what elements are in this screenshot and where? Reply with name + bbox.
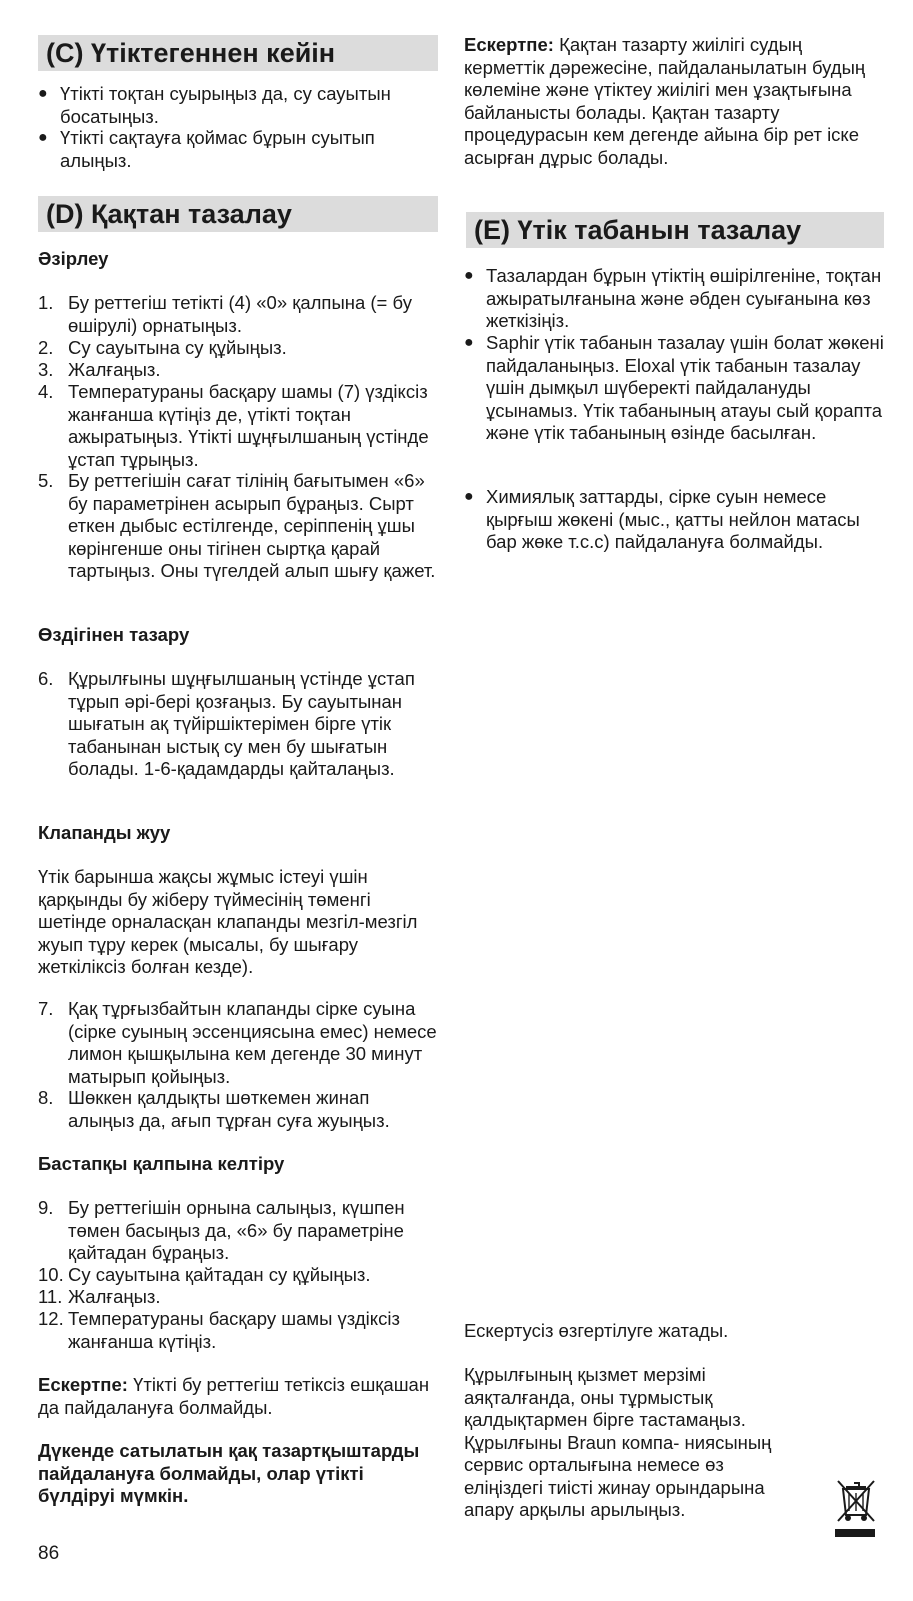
step-item: 7. Қақ тұрғызбайтын клапанды сірке суына (сірке суының эссенциясына емес) немесе лимон қышқылына кем дегенде 30 минут матырып қойыңыз.: [38, 998, 437, 1087]
section-e-title: (E) Үтік табанын тазалау: [466, 212, 884, 248]
step-item: 3. Жалғаңыз.: [38, 359, 161, 380]
warning-paragraph: Дүкенде сатылатын қақ тазартқыштарды пайдалануға болмайды, олар үтікті бүлдіруі мүмкін.: [38, 1440, 420, 1506]
bullet-icon: ●: [464, 267, 474, 284]
step-item: 10. Су сауытына қайтадан су құйыңыз.: [38, 1264, 371, 1285]
disposal-text: Құрылғының қызмет мерзімі аяқталғанда, оны тұрмыстық қалдықтармен бірге тастамаңыз. Құрылғыны Braun компа- ниясының сервис орталығына немесе өз еліңіздегі тиісті жинау орындарына апару арқылы арылыңыз.: [464, 1364, 772, 1520]
valve-paragraph: Үтік барынша жақсы жұмыс істеуі үшін қарқынды бу жіберу түймесінің төменгі шетінде орналасқан клапанды мезгіл-мезгіл жуып тұру керек (мысалы, бу шығару жеткіліксіз болған кезде).: [38, 866, 418, 977]
crossed-out-wheelie-bin-icon: [832, 1475, 878, 1539]
prep-heading: Әзірлеу: [38, 248, 109, 269]
step-item: 8. Шөккен қалдықты шөткемен жинап алыңыз да, ағып тұрған суға жуыңыз.: [38, 1087, 390, 1131]
note-text: Үтікті бу реттегіш тетіксіз ешқашан да пайдалануға болмайды.: [38, 1374, 430, 1418]
note-label: Ескертпе:: [38, 1374, 128, 1395]
step-item: 9. Бу реттегішін орнына салыңыз, күшпен төмен басыңыз да, «6» бу параметріне қайтадан бұраңыз.: [38, 1197, 405, 1263]
section-c-title: (C) Үтіктегеннен кейін: [38, 35, 438, 71]
bullet-icon: ●: [464, 334, 474, 351]
step-item: 1. Бу реттегіш тетікті (4) «0» қалпына (= бу өшірулі) орнатыңыз.: [38, 292, 412, 336]
list-item: ● Үтікті тоқтан суырыңыз да, су сауытын босатыңыз.: [38, 83, 391, 127]
step-item: 4. Температураны басқару шамы (7) үздіксіз жанғанша күтіңіз де, үтікті тоқтан ажыратыңыз. Үтікті шұңғылшаның үстінде ұстап тұрыңыз.: [38, 381, 429, 470]
note-text: Қақтан тазарту жиілігі судың керметтік дәрежесіне, пайдаланылатын будың көлеміне және үтіктеу жиілігі мен ұзақтығына байланысты болады. Қақтан тазарту процедурасын кем дегенде айына бір рет іске асырған дұрыс болады.: [464, 34, 866, 168]
valve-heading: Клапанды жуу: [38, 822, 171, 843]
note-label: Ескертпе:: [464, 34, 554, 55]
step-item: 5. Бу реттегішін сағат тілінің бағытымен «6» бу параметрінен асырып бұраңыз. Сырт еткен дыбыс естілгенде, серіппенің ұшы көрінгенше оны тігінен сыртқа қарай тартыңыз. Оны түгелдей алып шығу қажет.: [38, 470, 436, 581]
bullet-icon: ●: [464, 488, 474, 505]
note-paragraph: [38, 1374, 438, 1419]
bullet-icon: ●: [38, 129, 48, 146]
page-number: 86: [38, 1543, 60, 1564]
list-item: ● Химиялық заттарды, сірке суын немесе қырғыш жөкені (мыс., қатты нейлон матасы бар жөке т.с.с) пайдалануға болмайды.: [464, 486, 860, 552]
step-item: 11. Жалғаңыз.: [38, 1286, 161, 1307]
section-d-title: (D) Қақтан тазалау: [38, 196, 438, 232]
list-item: ● Тазалардан бұрын үтіктің өшірілгеніне, тоқтан ажыратылғанына және әбден суығанына көз жеткізіңіз.: [464, 265, 882, 331]
step-item: 12. Температураны басқару шамы үздіксіз жанғанша күтіңіз.: [38, 1308, 400, 1352]
bullet-icon: ●: [38, 85, 48, 102]
reset-heading: Бастапқы қалпына келтіру: [38, 1153, 285, 1174]
notice-text: Ескертусіз өзгертілуге жатады.: [464, 1320, 729, 1341]
list-item: ● Saphir үтік табанын тазалау үшін болат жөкені пайдаланыңыз. Eloxal үтік табанын тазалау үшін дымқыл шүберекті пайдалануды ұсынамыз. Үтік табанының атауы сый қорапта және үтік табанының өзінде басылған.: [464, 332, 884, 443]
list-item: ● Үтікті сақтауға қоймас бұрын суытып алыңыз.: [38, 127, 375, 171]
step-item: 6. Құрылғыны шұңғылшаның үстінде ұстап тұрып әрі-бері қозғаңыз. Бу сауытынан шығатын ақ түйіршіктерімен бірге үтік табанынан ыстық су мен бу шығатын болады. 1-6-қадамдарды қайталаңыз.: [38, 668, 415, 779]
self-clean-heading: Өздігінен тазару: [38, 624, 190, 645]
note-paragraph: [464, 34, 884, 169]
step-item: 2. Су сауытына су құйыңыз.: [38, 337, 287, 358]
